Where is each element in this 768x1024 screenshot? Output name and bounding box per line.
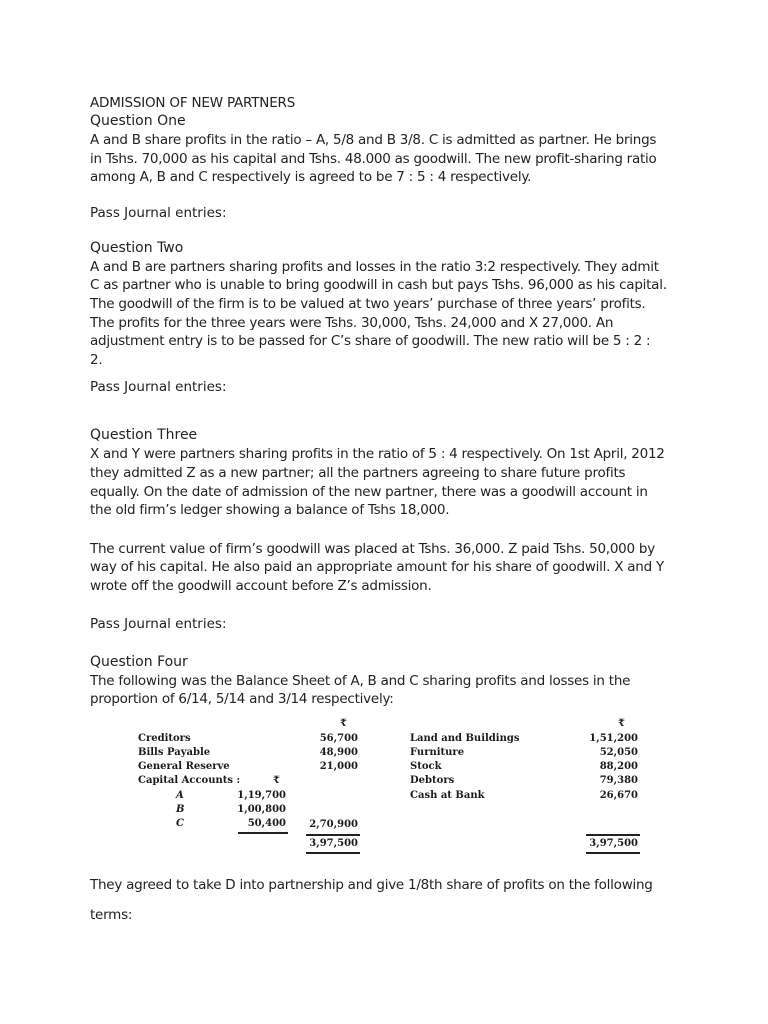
- question-four-terms-line: terms:: [90, 907, 133, 923]
- question-three-line: The current value of firm’s goodwill was placed at Tshs. 36,000. Z paid Tshs. 50,000 by: [90, 540, 655, 557]
- currency-symbol: ₹: [618, 718, 625, 729]
- liability-label: Creditors: [138, 733, 191, 744]
- asset-amount: 1,51,200: [589, 733, 638, 744]
- question-two-instruction: Pass Journal entries:: [90, 379, 227, 396]
- capital-accounts-label: Capital Accounts :: [138, 775, 241, 786]
- question-four-continuation: [90, 870, 690, 930]
- question-three-line: they admitted Z as a new partner; all the partners agreeing to share future profits: [90, 464, 626, 481]
- capital-amount: 1,19,700: [237, 790, 286, 801]
- question-two-line: adjustment entry is to be passed for C’s share of goodwill. The new ratio will be 5 : 2 :: [90, 333, 651, 350]
- assets-total: 3,97,500: [589, 838, 638, 849]
- liability-label: Bills Payable: [138, 747, 211, 758]
- question-three-heading: Question Three: [90, 427, 198, 444]
- question-three-line: the old firm’s ledger showing a balance of Tshs 18,000.: [90, 502, 450, 519]
- question-two-heading: Question Two: [90, 239, 184, 256]
- question-two-line: C as partner who is unable to bring goodwill in cash but pays Tshs. 96,000 as his capital.: [90, 277, 667, 294]
- asset-label: Debtors: [410, 775, 455, 786]
- partner-label: A: [176, 790, 184, 801]
- capital-amount: 1,00,800: [237, 804, 286, 815]
- balance-sheet: [138, 718, 648, 858]
- asset-amount: 88,200: [599, 761, 638, 772]
- question-two-line: 2.: [90, 351, 103, 368]
- question-three-line: way of his capital. He also paid an appropriate amount for his share of goodwill. X and Y: [90, 559, 664, 576]
- currency-symbol: ₹: [273, 775, 280, 786]
- asset-label: Land and Buildings: [410, 733, 520, 744]
- question-three-line: wrote off the goodwill account before Z’s admission.: [90, 577, 432, 594]
- question-one-instruction: Pass Journal entries:: [90, 204, 227, 221]
- question-one-heading: Question One: [90, 113, 186, 129]
- partner-label: C: [176, 818, 184, 829]
- question-one-line: in Tshs. 70,000 as his capital and Tshs. 48.000 as goodwill. The new profit-sharing ratio: [90, 150, 657, 167]
- liability-amount: 21,000: [319, 761, 358, 772]
- currency-symbol: ₹: [340, 718, 347, 729]
- asset-amount: 52,050: [599, 747, 638, 758]
- asset-amount: 26,670: [599, 790, 638, 801]
- question-three-instruction: Pass Journal entries:: [90, 615, 227, 632]
- asset-label: Furniture: [410, 747, 465, 758]
- question-one-line: among A, B and C respectively is agreed to be 7 : 5 : 4 respectively.: [90, 169, 532, 186]
- asset-label: Stock: [410, 761, 442, 772]
- question-four-line: proportion of 6/14, 5/14 and 3/14 respectively:: [90, 691, 394, 708]
- document-body: [90, 94, 690, 709]
- question-three-line: X and Y were partners sharing profits in the ratio of 5 : 4 respectively. On 1st April, 2012: [90, 446, 665, 463]
- partner-label: B: [176, 804, 185, 815]
- question-two-line: A and B are partners sharing profits and losses in the ratio 3:2 respectively. They admit: [90, 258, 659, 275]
- question-two-line: The goodwill of the firm is to be valued at two years’ purchase of three years’ profits.: [90, 295, 646, 312]
- question-four-line: The following was the Balance Sheet of A, B and C sharing profits and losses in the: [90, 672, 631, 689]
- question-one-line: A and B share profits in the ratio – A, 5/8 and B 3/8. C is admitted as partner. He brings: [90, 132, 657, 148]
- question-four-terms-line: They agreed to take D into partnership and give 1/8th share of profits on the following: [90, 877, 653, 893]
- capital-total: 2,70,900: [309, 819, 358, 830]
- asset-amount: 79,380: [599, 775, 638, 786]
- question-four-heading: Question Four: [90, 653, 188, 670]
- document-title: ADMISSION OF NEW PARTNERS: [90, 95, 296, 111]
- liability-label: General Reserve: [138, 761, 230, 772]
- liability-amount: 48,900: [319, 747, 358, 758]
- capital-amount: 50,400: [247, 818, 286, 829]
- liability-amount: 56,700: [319, 733, 358, 744]
- question-two-line: The profits for the three years were Tshs. 30,000, Tshs. 24,000 and X 27,000. An: [90, 314, 614, 331]
- question-three-line: equally. On the date of admission of the new partner, there was a goodwill account in: [90, 483, 648, 500]
- asset-label: Cash at Bank: [410, 790, 485, 801]
- liabilities-total: 3,97,500: [309, 838, 358, 849]
